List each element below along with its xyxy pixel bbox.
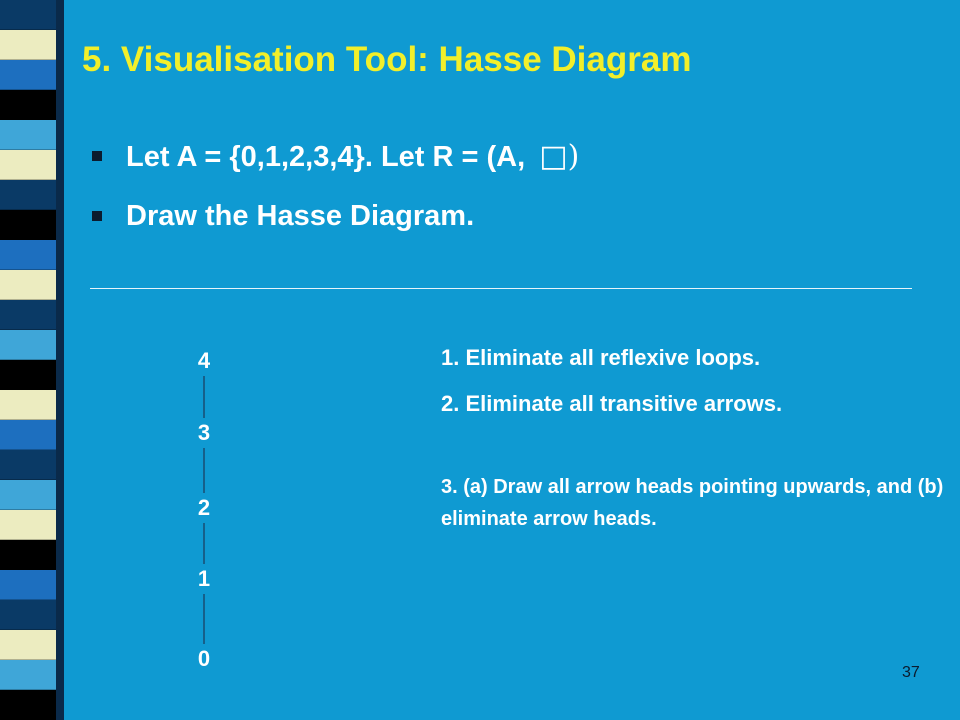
hasse-node-3: 3: [197, 420, 211, 445]
stripe-band: [0, 30, 56, 60]
stripe-band: [0, 210, 56, 240]
stripe-band: [0, 120, 56, 150]
hasse-node-4: 4: [197, 348, 211, 373]
stripe-band: [0, 630, 56, 660]
stripe-band: [0, 510, 56, 540]
stripe-band: [0, 150, 56, 180]
divider-line: [90, 288, 912, 289]
stripe-band: [0, 600, 56, 630]
stripe-band: [0, 0, 56, 30]
stripe-band: [0, 420, 56, 450]
stripe-band: [0, 660, 56, 690]
steps-list: [441, 345, 946, 535]
stripe-band: [0, 690, 56, 720]
stripe-band: [0, 60, 56, 90]
stripe-band: [0, 270, 56, 300]
stripe-band: [0, 540, 56, 570]
hasse-node-2: 2: [197, 495, 211, 520]
bullet-text: Let A = {0,1,2,3,4}. Let R = (A,: [126, 140, 534, 173]
step-1: 1. Eliminate all reflexive loops.: [441, 345, 761, 370]
stripe-band: [0, 360, 56, 390]
bullet-square-icon: [92, 151, 102, 161]
page-number: 37: [902, 664, 920, 681]
bullet-list: [92, 138, 579, 258]
bullet-text-instruction: Draw the Hasse Diagram.: [126, 199, 475, 232]
slide-title: 5. Visualisation Tool: Hasse Diagram: [82, 40, 692, 79]
bullet-square-icon: [92, 211, 102, 221]
stripe-band: [0, 300, 56, 330]
hasse-diagram: [180, 340, 230, 680]
step-2: 2. Eliminate all transitive arrows.: [441, 391, 783, 416]
bullet-item: [92, 198, 579, 234]
stripe-band: [0, 240, 56, 270]
stripe-band: [0, 570, 56, 600]
stripe-band: [0, 180, 56, 210]
decorative-stripe: [0, 0, 64, 720]
stripe-band: [0, 90, 56, 120]
stripe-band: [0, 330, 56, 360]
stripe-band: [0, 450, 56, 480]
stripe-edge: [56, 0, 64, 720]
hasse-node-1: 1: [197, 566, 211, 591]
bullet-text-set-definition: [126, 139, 579, 174]
step-3: 3. (a) Draw all arrow heads pointing upwards, and (b) eliminate arrow heads.: [441, 476, 944, 530]
stripe-band: [0, 390, 56, 420]
bullet-item: [92, 138, 579, 174]
missing-glyph: □): [539, 138, 580, 174]
hasse-node-0: 0: [197, 646, 211, 671]
stripe-band: [0, 480, 56, 510]
